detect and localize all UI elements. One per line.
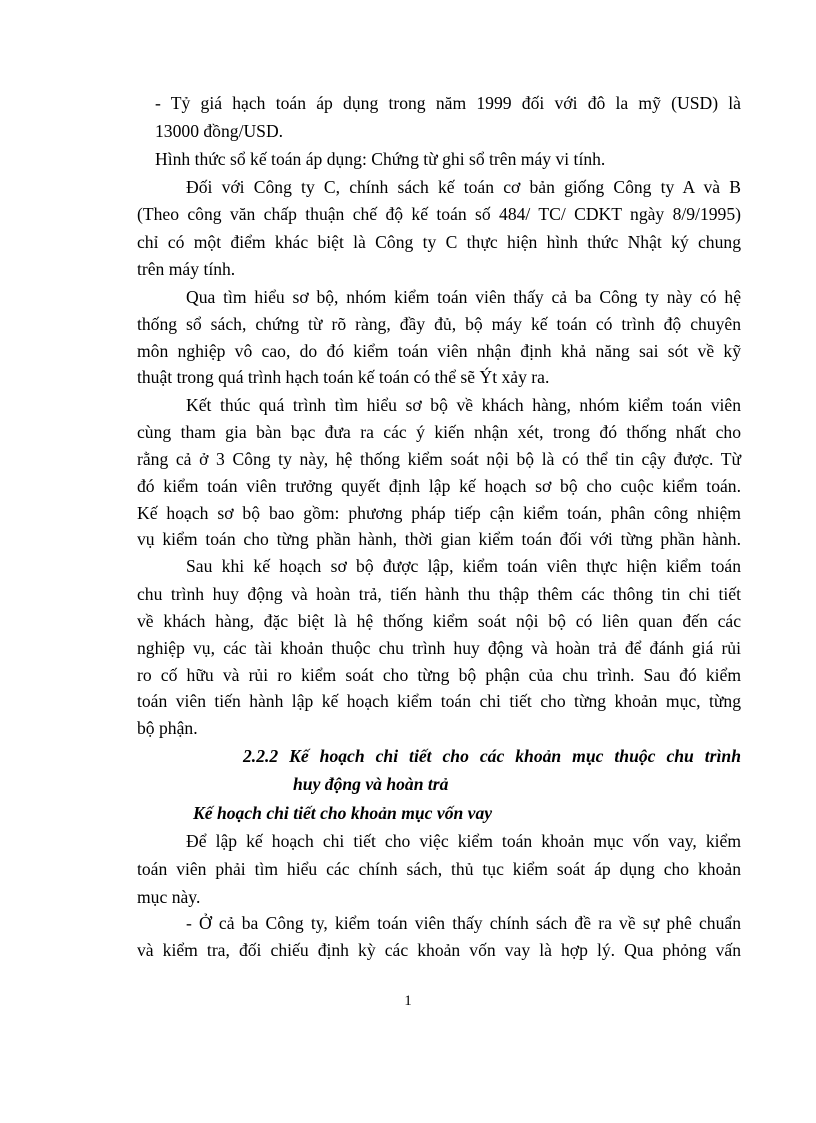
text-line: 13000 đồng/USD. bbox=[155, 121, 284, 141]
paragraph-line: Đối với Công ty C, chính sách kế toán cơ bản giống Công ty A và B bbox=[186, 177, 741, 197]
paragraph-line: Để lập kế hoạch chi tiết cho việc kiểm toán khoản mục vốn vay, kiểm bbox=[186, 831, 741, 851]
paragraph-line: thuật trong quá trình hạch toán kế toán có thể sẽ Ýt xảy ra. bbox=[137, 367, 550, 387]
paragraph-line: toán viên tiến hành lập kế hoạch kiểm toán chi tiết cho từng khoản mục, từng bbox=[137, 691, 741, 711]
paragraph-line: mục này. bbox=[137, 887, 201, 907]
paragraph-line: vụ kiểm toán cho từng phần hành, thời gian kiểm toán đối với từng phần hành. bbox=[137, 529, 741, 549]
page-number: 1 bbox=[404, 993, 412, 1009]
section-heading-continued: huy động và hoàn trả bbox=[293, 774, 449, 794]
paragraph-line: trên máy tính. bbox=[137, 259, 236, 279]
paragraph-line: bộ phận. bbox=[137, 718, 198, 738]
paragraph-line: chỉ có một điểm khác biệt là Công ty C thực hiện hình thức Nhật ký chung bbox=[137, 232, 741, 252]
paragraph-line: Kết thúc quá trình tìm hiểu sơ bộ về khách hàng, nhóm kiểm toán viên bbox=[186, 395, 741, 415]
section-heading: 2.2.2 Kế hoạch chi tiết cho các khoản mục thuộc chu trình bbox=[243, 746, 741, 766]
paragraph-line: (Theo công văn chấp thuận chế độ kế toán số 484/ TC/ CDKT ngày 8/9/1995) bbox=[137, 204, 741, 224]
paragraph-line: và kiểm tra, đối chiếu định kỳ các khoản vốn vay là hợp lý. Qua phỏng vấn bbox=[137, 940, 741, 960]
paragraph-line: Qua tìm hiểu sơ bộ, nhóm kiểm toán viên thấy cả ba Công ty này có hệ bbox=[186, 287, 741, 307]
paragraph-line: toán viên phải tìm hiểu các chính sách, thủ tục kiểm soát áp dụng cho khoản bbox=[137, 859, 741, 879]
paragraph-line: Sau khi kế hoạch sơ bộ được lập, kiểm toán viên thực hiện kiểm toán bbox=[186, 556, 741, 576]
paragraph-line: đó kiểm toán viên trưởng quyết định lập kế hoạch sơ bộ cho cuộc kiểm toán. bbox=[137, 476, 741, 496]
bullet-line-accounting-form: Hình thức sổ kế toán áp dụng: Chứng từ ghi sổ trên máy vi tính. bbox=[155, 149, 606, 169]
paragraph-line: rằng cả ở 3 Công ty này, hệ thống kiểm soát nội bộ là có thể tin cậy được. Từ bbox=[137, 449, 741, 469]
subsection-heading: Kế hoạch chi tiết cho khoản mục vốn vay bbox=[193, 803, 493, 823]
paragraph-line: môn nghiệp vô cao, do đó kiểm toán viên nhận định khả năng sai sót về kỹ bbox=[137, 341, 741, 361]
paragraph-line: ro cố hữu và rủi ro kiểm soát cho từng bộ phận của chu trình. Sau đó kiểm bbox=[137, 665, 741, 685]
paragraph-line: nghiệp vụ, các tài khoản thuộc chu trình huy động và hoàn trả để đánh giá rủi bbox=[137, 638, 741, 658]
paragraph-line: - Ở cả ba Công ty, kiểm toán viên thấy chính sách đề ra về sự phê chuẩn bbox=[186, 913, 741, 933]
paragraph-line: thống sổ sách, chứng từ rõ ràng, đầy đủ, bộ máy kế toán có trình độ chuyên bbox=[137, 314, 741, 334]
paragraph-line: Kế hoạch sơ bộ bao gồm: phương pháp tiếp cận kiểm toán, phân công nhiệm bbox=[137, 503, 741, 523]
paragraph-line: cùng tham gia bàn bạc đưa ra các ý kiến nhận xét, trong đó thống nhất cho bbox=[137, 422, 741, 442]
bullet-line-exchange-rate: - Tỷ giá hạch toán áp dụng trong năm 1999 đối với đô la mỹ (USD) là bbox=[155, 93, 741, 113]
paragraph-line: về khách hàng, đặc biệt là hệ thống kiểm soát nội bộ có liên quan đến các bbox=[137, 611, 741, 631]
paragraph-line: chu trình huy động và hoàn trả, tiến hành thu thập thêm các thông tin chi tiết bbox=[137, 584, 741, 604]
